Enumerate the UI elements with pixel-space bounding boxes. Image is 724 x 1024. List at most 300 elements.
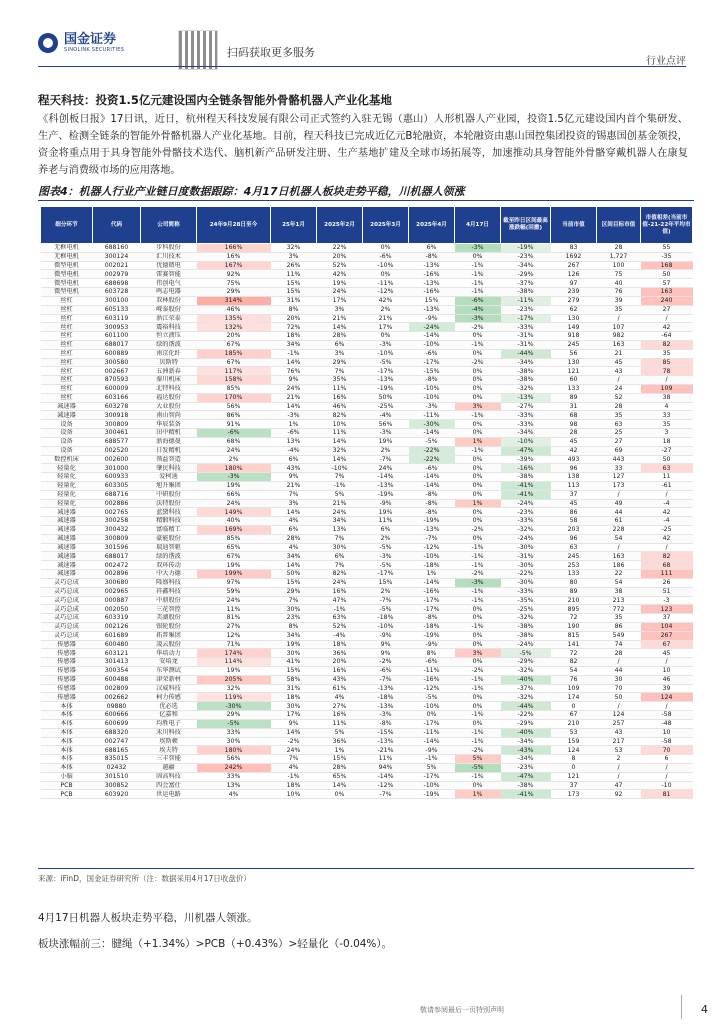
table-cell: 9%	[363, 649, 409, 658]
table-cell: -1%	[455, 596, 501, 605]
table-cell: -48	[641, 719, 693, 728]
logo-cn: 国金证券	[64, 32, 117, 47]
table-cell: 600488	[93, 675, 141, 684]
table-cell: 688716	[93, 490, 141, 499]
table-cell: -38%	[501, 473, 551, 482]
table-row	[41, 340, 693, 349]
table-cell: 14%	[317, 781, 363, 790]
table-cell: 中鼎股份	[141, 596, 197, 605]
table-cell: -37%	[501, 684, 551, 693]
table-cell: -24%	[501, 640, 551, 649]
table-cell: 26%	[271, 261, 317, 270]
table-cell: 314%	[197, 296, 271, 305]
table-cell: 42	[641, 323, 693, 332]
table-cell: 603920	[93, 790, 141, 799]
table-cell: -13%	[501, 393, 551, 402]
table-cell: -8%	[409, 508, 455, 517]
table-cell: 300580	[93, 358, 141, 367]
table-cell: 3	[641, 429, 693, 438]
table-cell: 24%	[317, 288, 363, 297]
table-cell: -19%	[409, 631, 455, 640]
table-cell: 65%	[197, 543, 271, 552]
table-cell: 126	[551, 270, 597, 279]
table-cell: 185%	[197, 349, 271, 358]
table-cell: 0%	[455, 420, 501, 429]
table-row	[41, 552, 693, 561]
table-body	[41, 244, 693, 799]
table-cell: 173	[597, 481, 641, 490]
table-cell: 8%	[409, 649, 455, 658]
table-header-cell: 当前市值	[551, 207, 597, 244]
table-cell: -4%	[455, 305, 501, 314]
table-cell: 61%	[317, 684, 363, 693]
table-cell: -8%	[409, 252, 455, 261]
table-cell: 141	[551, 640, 597, 649]
table-cell: 优必选	[141, 702, 197, 711]
table-cell: 82%	[317, 411, 363, 420]
table-cell: 轻量化	[41, 499, 93, 508]
table-cell: -3%	[271, 411, 317, 420]
table-cell: -5%	[197, 719, 271, 728]
table-cell: -17%	[363, 367, 409, 376]
table-cell: 92%	[197, 270, 271, 279]
table-cell: -16%	[409, 270, 455, 279]
table-cell: 47	[597, 781, 641, 790]
table-row	[41, 728, 693, 737]
table-cell: -17%	[409, 772, 455, 781]
table-cell: -32%	[501, 614, 551, 623]
table-cell: 15%	[271, 667, 317, 676]
table-cell: 瑞迪智驱	[141, 543, 197, 552]
table-cell: -58	[641, 737, 693, 746]
table-cell: -8%	[409, 490, 455, 499]
summary-line-1: 4月17日机器人板块走势平稳，川机器人领涨。	[38, 912, 258, 924]
table-cell: 16%	[197, 252, 271, 261]
table-cell: 45	[641, 649, 693, 658]
table-cell: 20%	[271, 314, 317, 323]
table-cell: 96	[551, 534, 597, 543]
table-cell: 0%	[455, 376, 501, 385]
table-cell: 27%	[317, 702, 363, 711]
table-cell: 43	[597, 728, 641, 737]
table-cell: -6%	[363, 252, 409, 261]
table-cell: 丝杠	[41, 358, 93, 367]
table-cell: 113	[551, 481, 597, 490]
table-cell: 002809	[93, 684, 141, 693]
table-cell: 安培龙	[141, 658, 197, 667]
table-cell: 50	[641, 455, 693, 464]
table-cell: -9%	[363, 631, 409, 640]
table-cell: -25%	[501, 605, 551, 614]
table-cell: -39%	[501, 455, 551, 464]
table-row	[41, 658, 693, 667]
table-cell: 28	[597, 244, 641, 253]
table-cell: 旭升集团	[141, 481, 197, 490]
table-cell: 46%	[197, 305, 271, 314]
table-cell: 300852	[93, 781, 141, 790]
table-cell: 33%	[197, 728, 271, 737]
table-cell: 31%	[271, 296, 317, 305]
table-cell: 21%	[271, 481, 317, 490]
table-cell: 设备	[41, 446, 93, 455]
table-cell: 51	[641, 587, 693, 596]
table-cell: 18%	[317, 640, 363, 649]
table-cell: 设备	[41, 429, 93, 438]
table-cell: 埃斯顿	[141, 737, 197, 746]
table-cell: 三花智控	[141, 605, 197, 614]
table-row	[41, 684, 693, 693]
table-header-cell: 2025年2月	[317, 207, 363, 244]
table-cell: -29%	[501, 658, 551, 667]
table-cell: -17%	[409, 596, 455, 605]
table-cell: -1%	[455, 552, 501, 561]
table-cell: 11	[641, 473, 693, 482]
table-cell: 982	[597, 332, 641, 341]
table-cell: 数控机床	[41, 455, 93, 464]
figure-title: 图表4：机器人行业产业链日度数据跟踪：4月17日机器人板块走势平稳，川机器人领涨	[38, 185, 465, 198]
table-cell: 0%	[455, 631, 501, 640]
table-cell: 210	[551, 596, 597, 605]
table-cell: 96	[551, 464, 597, 473]
table-cell: 42	[641, 508, 693, 517]
table-cell: 1%	[455, 437, 501, 446]
table-cell: -38%	[501, 376, 551, 385]
table-cell: 22%	[317, 244, 363, 253]
table-cell: 15%	[271, 578, 317, 587]
table-cell: 83	[551, 244, 597, 253]
table-header-cell: 公司简称	[141, 207, 197, 244]
table-cell: -30%	[501, 543, 551, 552]
table-row	[41, 296, 693, 305]
table-cell: 002662	[93, 693, 141, 702]
table-cell: 40	[597, 279, 641, 288]
table-row	[41, 587, 693, 596]
table-cell: 132%	[197, 323, 271, 332]
table-cell: 传感器	[41, 649, 93, 658]
table-cell: 600933	[93, 473, 141, 482]
table-cell: 002021	[93, 261, 141, 270]
table-cell: 0%	[455, 429, 501, 438]
table-cell: 0%	[455, 534, 501, 543]
table-cell: 02432	[93, 763, 141, 772]
table-cell: -17%	[409, 719, 455, 728]
table-cell: 835015	[93, 755, 141, 764]
table-row	[41, 446, 693, 455]
table-cell: 267	[641, 631, 693, 640]
table-cell: 3%	[455, 649, 501, 658]
table-cell: /	[641, 543, 693, 552]
table-cell: 173	[551, 790, 597, 799]
table-cell: 63	[551, 543, 597, 552]
table-cell: 33	[597, 464, 641, 473]
table-cell: 灵巧总成	[41, 614, 93, 623]
source-note: 来源：iFinD，国金证券研究所（注：数据采用4月17日收盘价）	[38, 874, 251, 883]
table-cell: -33%	[501, 323, 551, 332]
table-cell: 11%	[363, 517, 409, 526]
table-cell: 富临精工	[141, 526, 197, 535]
table-cell: 124	[551, 746, 597, 755]
table-cell: 9%	[363, 640, 409, 649]
table-cell: 本体	[41, 737, 93, 746]
table-cell: 600009	[93, 385, 141, 394]
table-cell: 6%	[317, 552, 363, 561]
table-cell: 603728	[93, 288, 141, 297]
table-cell: 2%	[363, 587, 409, 596]
table-cell: 09880	[93, 702, 141, 711]
table-cell: 300809	[93, 420, 141, 429]
table-row	[41, 755, 693, 764]
table-cell: 29%	[271, 587, 317, 596]
table-cell: 6%	[271, 455, 317, 464]
table-cell: -1%	[409, 755, 455, 764]
table-cell: 禾川科技	[141, 728, 197, 737]
table-cell: -13%	[363, 684, 409, 693]
table-cell: 0%	[363, 332, 409, 341]
table-cell: -1%	[455, 684, 501, 693]
table-cell: 设备	[41, 437, 93, 446]
table-cell: 日发精机	[141, 446, 197, 455]
table-header-cell: 截至昨日区间最高涨跌幅(回撤)	[501, 207, 551, 244]
table-cell: /	[597, 314, 641, 323]
table-cell: 228	[597, 526, 641, 535]
table-cell: -15%	[363, 728, 409, 737]
table-cell: 2	[597, 755, 641, 764]
table-cell: 109	[551, 684, 597, 693]
table-cell: 135%	[197, 314, 271, 323]
table-cell: 0	[551, 702, 597, 711]
table-cell: -14%	[409, 473, 455, 482]
table-cell: 14%	[317, 437, 363, 446]
table-cell: 124	[597, 711, 641, 720]
table-cell: 6	[641, 755, 693, 764]
table-row	[41, 323, 693, 332]
table-cell: 19%	[317, 279, 363, 288]
table-cell: 19%	[363, 437, 409, 446]
table-cell: 107	[597, 323, 641, 332]
table-cell: -19%	[501, 244, 551, 253]
table-cell: 轻量化	[41, 464, 93, 473]
table-cell: 14%	[271, 728, 317, 737]
table-cell: 肇民科技	[141, 464, 197, 473]
table-cell: 8%	[271, 305, 317, 314]
logo-mark-icon	[38, 33, 58, 53]
table-cell: /	[597, 658, 641, 667]
table-cell: -22%	[501, 570, 551, 579]
table-cell: 42	[641, 534, 693, 543]
table-cell: -14%	[409, 332, 455, 341]
table-cell: -10%	[409, 340, 455, 349]
table-cell: 五洲新春	[141, 367, 197, 376]
table-cell: 轻量化	[41, 473, 93, 482]
table-cell: 002979	[93, 270, 141, 279]
table-cell: 100	[597, 261, 641, 270]
table-cell: -14%	[363, 772, 409, 781]
table-cell: 70	[597, 684, 641, 693]
table-cell: 34%	[271, 631, 317, 640]
table-cell: -41%	[501, 790, 551, 799]
table-cell: 灵巧总成	[41, 622, 93, 631]
table-cell: 24%	[363, 464, 409, 473]
table-cell: -33%	[501, 587, 551, 596]
table-cell: -1%	[455, 288, 501, 297]
table-cell: 28	[551, 429, 597, 438]
table-cell: 688160	[93, 244, 141, 253]
table-cell: 97	[551, 279, 597, 288]
table-cell: 199%	[197, 570, 271, 579]
table-cell: 239	[551, 288, 597, 297]
table-cell: 149%	[197, 508, 271, 517]
table-row	[41, 473, 693, 482]
table-cell: 56%	[197, 755, 271, 764]
table-cell: 35	[597, 305, 641, 314]
table-cell: 4	[641, 402, 693, 411]
table-cell: 267	[551, 261, 597, 270]
table-cell: -38%	[501, 367, 551, 376]
table-cell: 80	[551, 578, 597, 587]
table-cell: 301413	[93, 658, 141, 667]
table-cell: -6%	[271, 429, 317, 438]
table-row	[41, 640, 693, 649]
table-cell: -1%	[455, 543, 501, 552]
table-row	[41, 790, 693, 799]
table-cell: -33%	[501, 517, 551, 526]
table-cell: 轻量化	[41, 490, 93, 499]
table-cell: -3%	[363, 552, 409, 561]
table-cell: 72	[551, 614, 597, 623]
table-cell: 16%	[317, 393, 363, 402]
table-cell: -12%	[409, 684, 455, 693]
table-cell: -32%	[501, 693, 551, 702]
table-cell: -7%	[363, 596, 409, 605]
table-cell: -5%	[363, 605, 409, 614]
table-cell: 000887	[93, 596, 141, 605]
table-cell: 168	[641, 261, 693, 270]
table-cell: -64	[641, 332, 693, 341]
table-cell: -3%	[363, 340, 409, 349]
table-cell: -44%	[501, 349, 551, 358]
table-cell: -13%	[409, 261, 455, 270]
table-cell: 传感器	[41, 693, 93, 702]
table-cell: -24%	[501, 499, 551, 508]
table-cell: 57	[641, 279, 693, 288]
table-cell: 56%	[363, 420, 409, 429]
table-cell: -10	[641, 781, 693, 790]
table-cell: 89	[551, 587, 597, 596]
table-cell: 49	[597, 499, 641, 508]
table-cell: 减速器	[41, 526, 93, 535]
table-cell: 65%	[317, 772, 363, 781]
table-cell: 华辰装备	[141, 420, 197, 429]
table-header-cell: 25年1月	[271, 207, 317, 244]
table-cell: 南京化纤	[141, 349, 197, 358]
table-cell: -7%	[363, 790, 409, 799]
table-cell: 0%	[455, 252, 501, 261]
table-cell: 29%	[197, 711, 271, 720]
table-cell: 62	[551, 305, 597, 314]
qr-code-icon[interactable]	[178, 30, 218, 70]
table-cell: -4	[641, 499, 693, 508]
table-cell: 43	[597, 367, 641, 376]
table-cell: 35	[641, 420, 693, 429]
table-cell: 167%	[197, 261, 271, 270]
table-row	[41, 711, 693, 720]
table-row	[41, 781, 693, 790]
table-cell: -8%	[363, 719, 409, 728]
table-cell: 1%	[409, 570, 455, 579]
table-cell: 45	[597, 358, 641, 367]
table-cell: /	[597, 772, 641, 781]
table-cell: -35	[641, 252, 693, 261]
scan-text: 扫码获取更多服务	[227, 46, 315, 59]
table-cell: 71%	[197, 640, 271, 649]
table-cell: 绿的谐波	[141, 340, 197, 349]
table-cell: 越疆	[141, 763, 197, 772]
table-cell: 灵巧总成	[41, 596, 93, 605]
table-cell: 20%	[317, 252, 363, 261]
table-cell: -6%	[409, 349, 455, 358]
body-paragraph: 《科创板日报》17日讯，近日，杭州程天科技发展有限公司正式签约入驻无锡（惠山）人形机器人产业园，投资1.5亿元建设国内首个集研发、生产、检测全链条的智能外骨骼机器人产业化基地。目前，程天科技已完成近亿元B轮融资，本轮融资由惠山国控集团投资的锡惠国创基金领投，资金将重点用于具身智能外骨骼技术迭代、脑机新产品研发注册、生产基地扩建及全球市场拓展等，加速推动具身智能外骨骼穿戴机器人在康复养老与消费级市场的应用落地。	[38, 114, 688, 176]
section-title: 程天科技：投资1.5亿元建设国内全链条智能外骨骼机器人产业化基地	[38, 93, 392, 107]
table-cell: 600699	[93, 719, 141, 728]
table-cell: 92	[597, 790, 641, 799]
table-cell: 传感器	[41, 667, 93, 676]
table-cell: 600666	[93, 711, 141, 720]
table-cell: -47%	[501, 446, 551, 455]
table-cell: -1%	[455, 411, 501, 420]
table-cell: -11%	[409, 411, 455, 420]
table-cell: -21%	[363, 746, 409, 755]
table-cell: /	[597, 490, 641, 499]
table-cell: 6%	[363, 526, 409, 535]
table-row	[41, 358, 693, 367]
table-row	[41, 649, 693, 658]
table-cell: 0%	[455, 693, 501, 702]
table-cell: 002896	[93, 570, 141, 579]
table-cell: 6%	[317, 340, 363, 349]
table-cell: 002886	[93, 499, 141, 508]
table-header-cell: 4月17日	[455, 207, 501, 244]
table-cell: 124	[641, 693, 693, 702]
table-cell: 1,727	[597, 252, 641, 261]
table-cell: -1%	[317, 481, 363, 490]
table-cell: 24%	[197, 596, 271, 605]
table-cell: 78	[641, 367, 693, 376]
table-cell: 58%	[271, 675, 317, 684]
table-cell: 300680	[93, 578, 141, 587]
table-cell: 双环传动	[141, 561, 197, 570]
table-cell: -58	[641, 711, 693, 720]
table-cell: 0%	[455, 781, 501, 790]
table-cell: 华培动力	[141, 649, 197, 658]
table-cell: 1%	[455, 790, 501, 799]
table-cell: 0%	[455, 332, 501, 341]
table-row	[41, 702, 693, 711]
table-cell: 35	[597, 411, 641, 420]
table-cell: 601100	[93, 332, 141, 341]
table-cell: 688577	[93, 437, 141, 446]
table-cell: -24%	[409, 323, 455, 332]
table-cell: 82	[641, 552, 693, 561]
table-cell: 1%	[317, 746, 363, 755]
table-cell: 13%	[317, 526, 363, 535]
table-cell: 19%	[197, 481, 271, 490]
table-cell: -5%	[409, 437, 455, 446]
table-cell: 20%	[197, 332, 271, 341]
table-cell: -23%	[501, 305, 551, 314]
table-cell: 美湖股份	[141, 614, 197, 623]
table-cell: 丝杠	[41, 393, 93, 402]
table-cell: -11%	[363, 279, 409, 288]
